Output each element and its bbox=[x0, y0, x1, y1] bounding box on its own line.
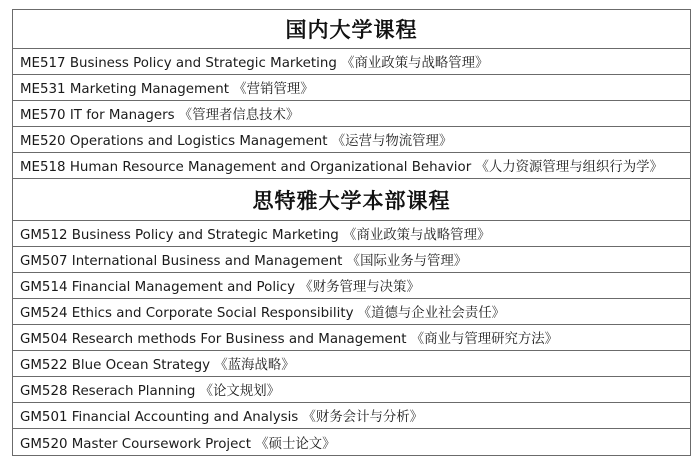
section-header-headquarters: 思特雅大学本部课程 bbox=[13, 179, 690, 221]
course-row: GM504 Research methods For Business and Management 《商业与管理研究方法》 bbox=[13, 325, 690, 351]
section-header-domestic: 国内大学课程 bbox=[13, 10, 690, 49]
course-row: ME518 Human Resource Management and Organizational Behavior 《人力资源管理与组织行为学》 bbox=[13, 153, 690, 179]
course-row: ME520 Operations and Logistics Management 《运营与物流管理》 bbox=[13, 127, 690, 153]
course-row: ME517 Business Policy and Strategic Marketing 《商业政策与战略管理》 bbox=[13, 49, 690, 75]
course-row: GM507 International Business and Management 《国际业务与管理》 bbox=[13, 247, 690, 273]
course-row: GM514 Financial Management and Policy 《财务管理与决策》 bbox=[13, 273, 690, 299]
course-row: GM520 Master Coursework Project 《硕士论文》 bbox=[20, 436, 336, 452]
course-row: GM522 Blue Ocean Strategy 《蓝海战略》 bbox=[13, 351, 690, 377]
course-row: GM512 Business Policy and Strategic Marketing 《商业政策与战略管理》 bbox=[13, 221, 690, 247]
course-row: ME570 IT for Managers 《管理者信息技术》 bbox=[13, 101, 690, 127]
course-row: GM528 Reserach Planning 《论文规划》 bbox=[13, 377, 690, 403]
course-row: GM524 Ethics and Corporate Social Responsibility 《道德与企业社会责任》 bbox=[13, 299, 690, 325]
course-row: ME531 Marketing Management 《营销管理》 bbox=[13, 75, 690, 101]
course-table bbox=[12, 9, 691, 456]
course-row: GM501 Financial Accounting and Analysis 《财务会计与分析》 bbox=[13, 403, 690, 429]
